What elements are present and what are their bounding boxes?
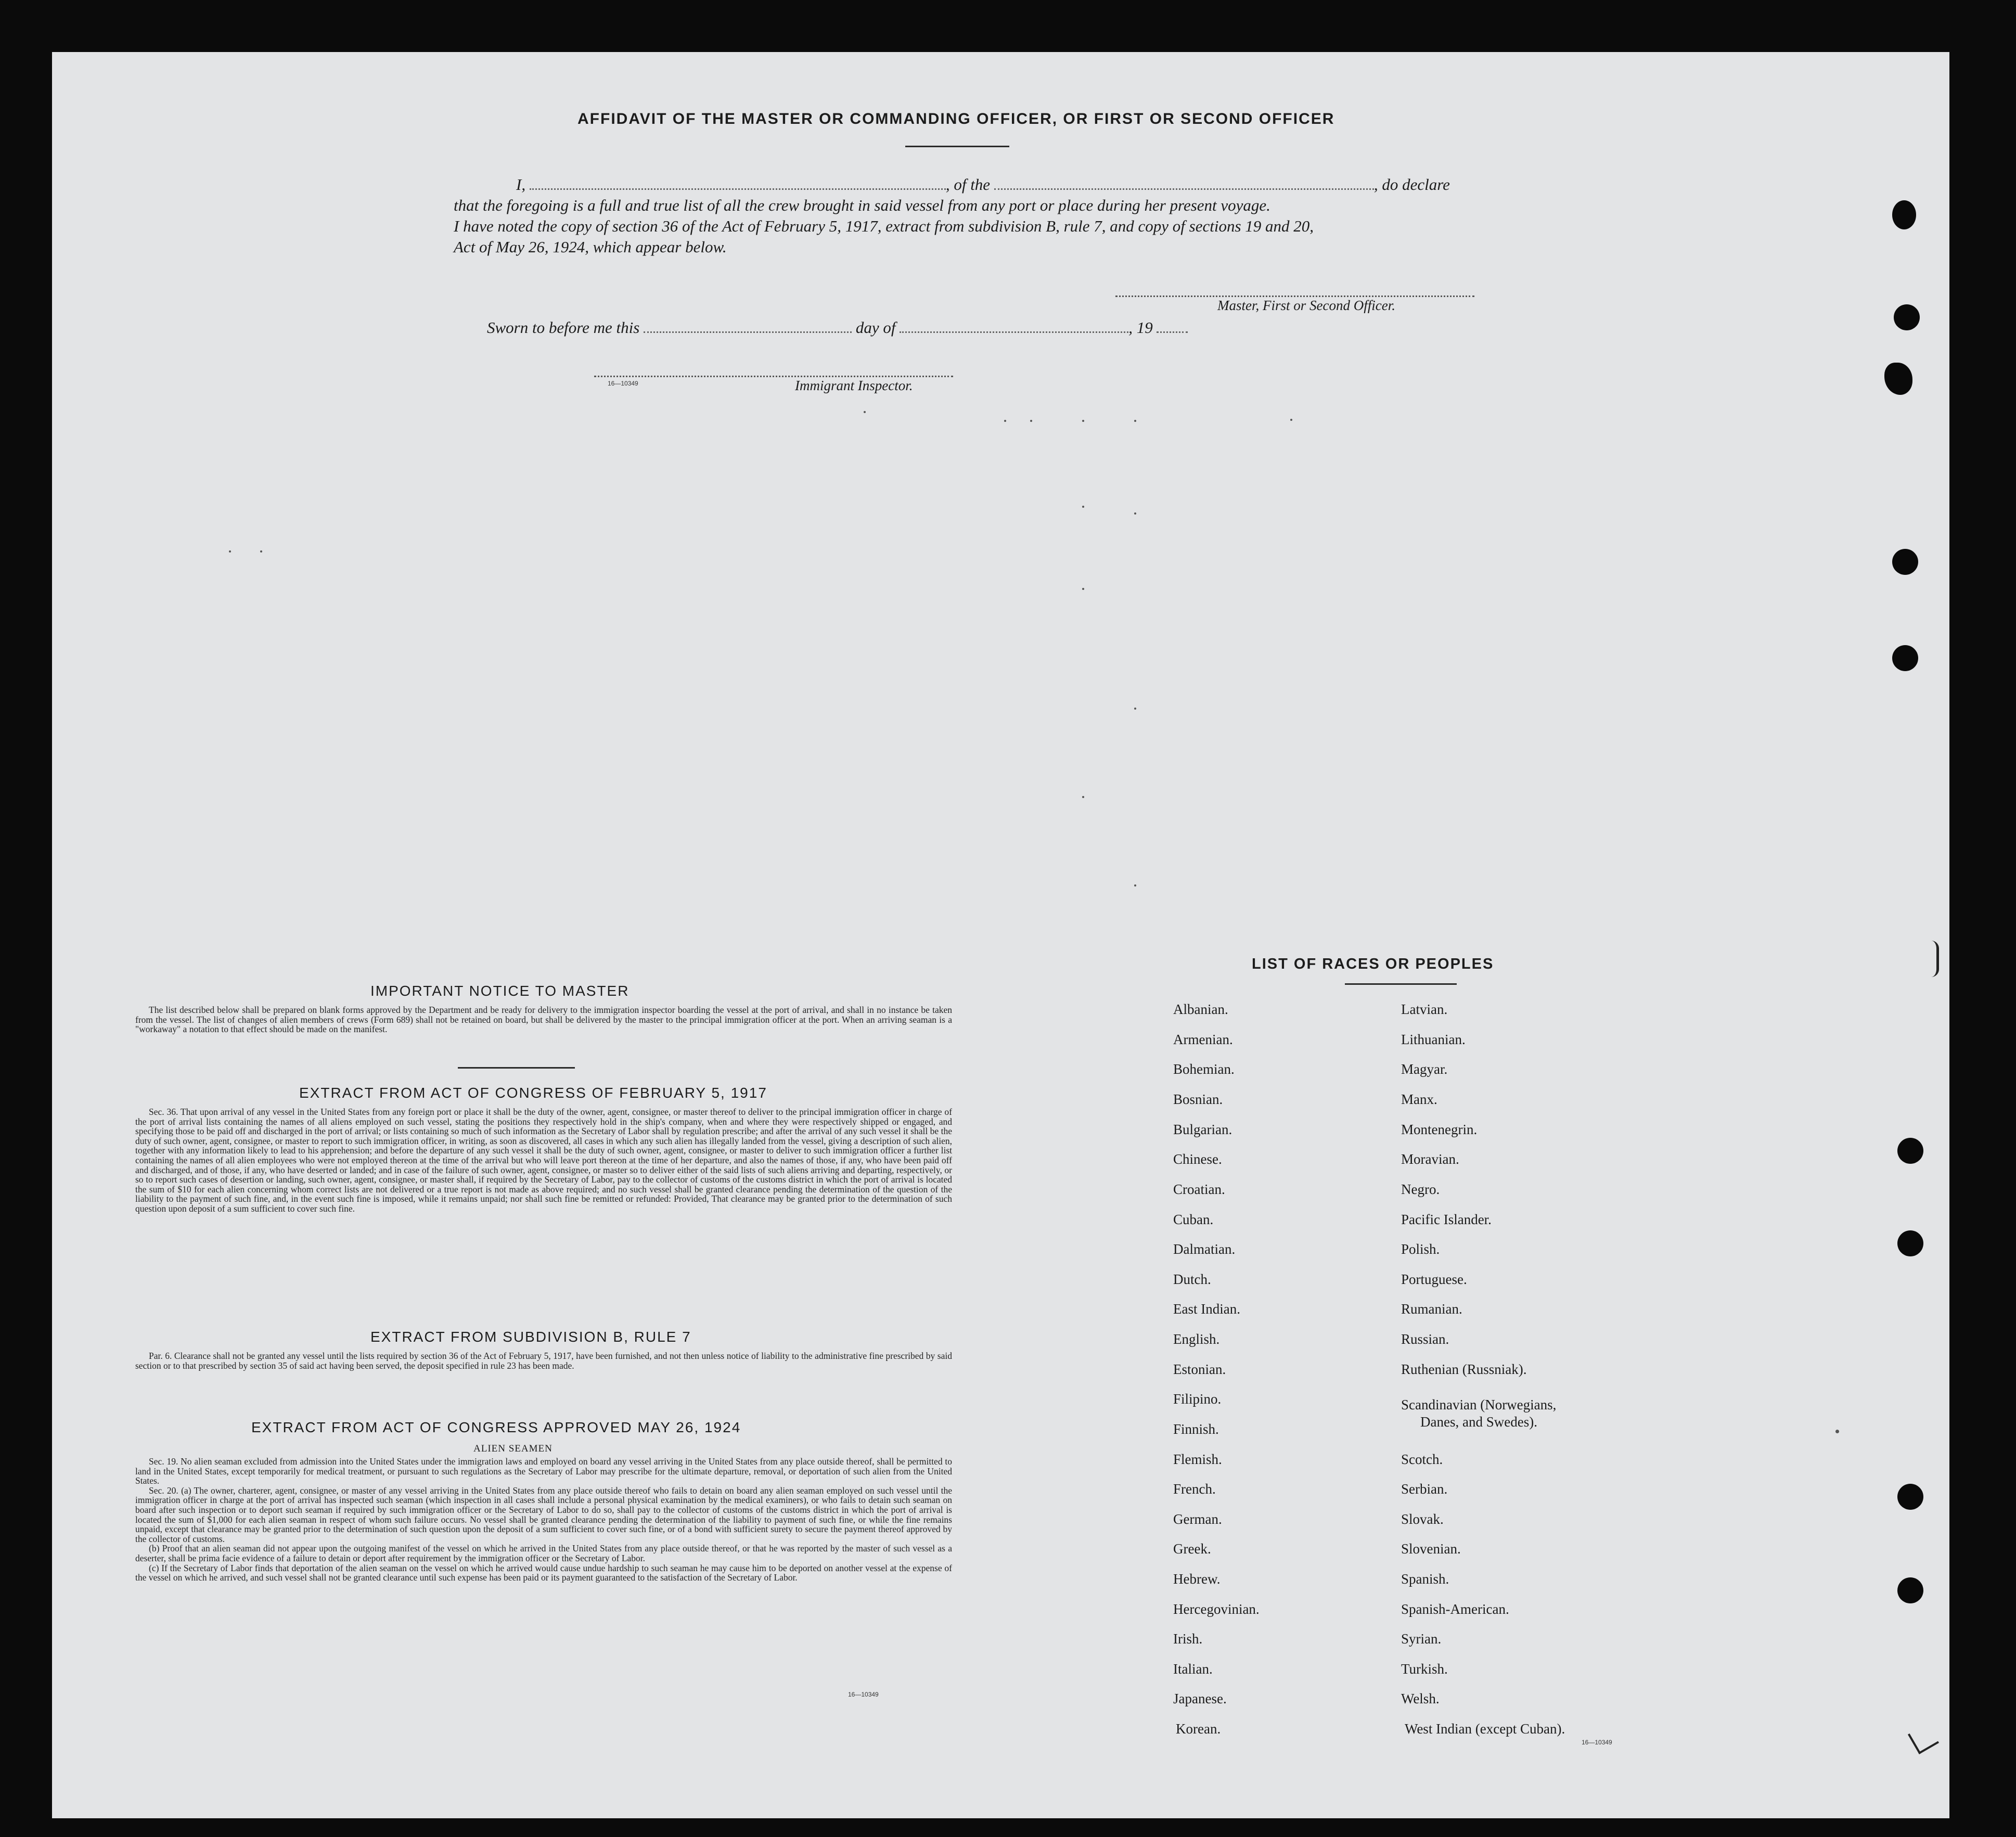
rule7-paragraph: Par. 6. Clearance shall not be granted any vessel until the lists required by section 36 of the Act of February 5, 1917, have been furnished, and not then unless notice of liability to the administrative fine prescribed by said section or to that prescribed by section 35 of said act having been served, the deposit specified in rule 23 has been made. [135,1351,952,1371]
sworn-line [487,318,1188,337]
affidavit-divider [905,146,1009,147]
race-item: Spanish. [1401,1571,1449,1587]
race-item: Greek. [1173,1541,1211,1557]
race-item: Estonian. [1173,1361,1226,1377]
scan-speck [1134,512,1136,515]
race-item: Spanish-American. [1401,1601,1509,1617]
scan-speck [1004,420,1006,422]
scan-speck [1134,884,1136,887]
race-item: Korean. [1176,1721,1221,1737]
race-item: French. [1173,1481,1216,1497]
punch-hole [1892,645,1918,671]
race-item: English. [1173,1331,1220,1347]
punch-hole [1897,1484,1923,1510]
race-item: Dutch. [1173,1271,1211,1287]
extract-1924-title: EXTRACT FROM ACT OF CONGRESS APPROVED MAY 26, 1924 [251,1419,741,1435]
punch-hole [1897,1577,1923,1603]
race-item: Welsh. [1401,1691,1440,1706]
race-item: East Indian. [1173,1301,1240,1317]
races-title: LIST OF RACES OR PEOPLES [1252,956,1494,972]
extract-1924-body [135,1457,952,1583]
race-item: Polish. [1401,1241,1440,1257]
race-item: Flemish. [1173,1451,1222,1467]
race-item: Turkish. [1401,1661,1448,1677]
race-item: Hercegovinian. [1173,1601,1260,1617]
extract-1917-body [135,1107,952,1214]
race-item: Filipino. [1173,1391,1222,1407]
race-item: Bulgarian. [1173,1122,1232,1137]
race-item: Croatian. [1173,1181,1225,1197]
affidavit-form-number: 16—10349 [608,380,638,387]
race-item: West Indian (except Cuban). [1405,1721,1565,1737]
notice-title: IMPORTANT NOTICE TO MASTER [370,983,630,999]
scan-speck [1290,419,1292,421]
scan-speck [1082,588,1084,590]
race-item: Cuban. [1173,1212,1214,1227]
scan-speck [864,411,866,413]
punch-hole [1892,200,1916,229]
affidavit-declaration-line [490,175,1450,194]
scan-speck [229,550,231,553]
name-blank[interactable] [530,179,946,190]
race-item: Lithuanian. [1401,1032,1466,1047]
document-page [52,52,1949,1818]
race-item: Serbian. [1401,1481,1448,1497]
scan-speck [1082,420,1084,422]
punch-hole [1892,549,1918,575]
notice-body [135,1005,952,1034]
races-form-number: 16—10349 [1582,1739,1612,1746]
scan-speck [1134,420,1136,422]
margin-mark [1931,941,1939,977]
race-item: Latvian. [1401,1001,1448,1017]
race-item: Slovenian. [1401,1541,1461,1557]
sworn-year-blank[interactable] [1157,322,1188,333]
race-item: Scotch. [1401,1451,1443,1467]
race-item: Dalmatian. [1173,1241,1236,1257]
punch-hole [1884,363,1912,395]
race-item: Bosnian. [1173,1091,1223,1107]
punch-hole [1897,1230,1923,1256]
section-19-paragraph: Sec. 19. No alien seaman excluded from admission into the United States under the immigration laws and employed on board any vessel arriving in the United States from any place outside thereof, shall be permitted to land in the United States, except temporarily for medical treatment, or pursuant to such regulations as the Secretary of Labor may prescribe for the ultimate departure, removal, or deportation of such alien from the United States. [135,1456,952,1486]
inspector-label: Immigrant Inspector. [795,378,913,393]
scan-speck [1030,420,1032,422]
race-item: German. [1173,1511,1222,1527]
punch-hole [1894,304,1920,330]
sworn-day-label: day of [855,318,896,337]
race-item: Armenian. [1173,1032,1233,1047]
scan-speck [1134,708,1136,710]
race-item: Manx. [1401,1091,1437,1107]
race-item: Montenegrin. [1401,1122,1478,1137]
race-item: Syrian. [1401,1631,1442,1647]
punch-hole [1897,1138,1923,1164]
sworn-day-blank[interactable] [644,322,852,333]
extract-1917-title: EXTRACT FROM ACT OF CONGRESS OF FEBRUARY 5, 1917 [299,1085,767,1101]
races-divider [1345,983,1457,985]
scan-speck [1082,796,1084,798]
race-item: Finnish. [1173,1421,1219,1437]
scan-speck [1082,506,1084,508]
affidavit-i: I, [516,175,526,194]
race-item: Bohemian. [1173,1061,1235,1077]
section-20a-paragraph: Sec. 20. (a) The owner, charterer, agent, consignee, or master of any vessel arriving in the United States from any place outside thereof who fails to detain on board any alien seaman employed on such vessel until the immigration officer in charge at the port of arrival has inspected such seaman (which inspection in all cases shall include a personal physical examination by the medical examiners), or who fails to detain such seaman on board after such inspection or to deport such seaman if required by such immigration officer or the Secretary of Labor to do so, shall pay to the collector of customs of the customs district in which the port of arrival is located the sum of $1,000 for each alien seaman in respect of whom such failure occurs. No vessel shall be granted clearance pending the determination of the liability to payment of such fine, or while the fine remains unpaid, except that clearance may be granted prior to the determination of such question upon the deposit of a sum sufficient to cover such fine, or of a bond with sufficient surety to secure the payment thereof approved by the collector of customs. [135,1485,952,1544]
scan-speck [1835,1430,1839,1433]
vessel-blank[interactable] [994,179,1374,190]
race-item: Negro. [1401,1181,1440,1197]
section-20b-paragraph: (b) Proof that an alien seaman did not appear upon the outgoing manifest of the vessel on which he arrived in the United States from any place outside thereof, or that he was reported by the master of such vessel as a deserter, shall be prima facie evidence of a failure to detain or deport after requirement by the immigration officer or the Secretary of Labor. [135,1543,952,1563]
affidavit-title: AFFIDAVIT OF THE MASTER OR COMMANDING OFFICER, OR FIRST OR SECOND OFFICER [577,110,1335,127]
scan-speck [260,550,262,553]
affidavit-of-the: , of the [945,175,991,194]
race-item: Danes, and Swedes). [1420,1414,1537,1430]
race-item: Chinese. [1173,1151,1222,1167]
race-item: Portuguese. [1401,1271,1467,1287]
extract-form-number: 16—10349 [848,1691,879,1698]
affidavit-line-4: Act of May 26, 1924, which appear below. [454,238,727,256]
margin-mark [1908,1723,1939,1754]
notice-paragraph: The list described below shall be prepared on blank forms approved by the Department and be ready for delivery to the immigration inspector boarding the vessel at the port of arrival, and shall in no instance be taken from the vessel. The list of changes of alien members of crews (Form 689) shall not be retained on board, but shall be delivered by the master to the principal immigration officer at the port. When an arriving seaman is a "workaway" a notation to that effect should be made on the manifest. [135,1005,952,1035]
affidavit-line-3: I have noted the copy of section 36 of the Act of February 5, 1917, extract from subdivision B, rule 7, and copy of sections 19 and 20, [454,217,1314,235]
race-item: Japanese. [1173,1691,1227,1706]
sworn-prefix: Sworn to before me this [487,318,640,337]
rule7-title: EXTRACT FROM SUBDIVISION B, RULE 7 [370,1329,691,1345]
race-item: Hebrew. [1173,1571,1221,1587]
race-item: Magyar. [1401,1061,1448,1077]
race-item: Italian. [1173,1661,1213,1677]
race-item: Moravian. [1401,1151,1459,1167]
race-item: Russian. [1401,1331,1449,1347]
signature-label: Master, First or Second Officer. [1217,298,1395,313]
affidavit-declare: , do declare [1373,175,1450,194]
race-item: Ruthenian (Russniak). [1401,1361,1527,1377]
sworn-year-label: , 19 [1128,318,1153,337]
notice-divider [458,1067,575,1069]
race-item: Pacific Islander. [1401,1212,1492,1227]
alien-seamen-subtitle: ALIEN SEAMEN [473,1443,553,1454]
section-36-paragraph: Sec. 36. That upon arrival of any vessel in the United States from any foreign port or place it shall be the duty of the owner, agent, consignee, or master thereof to deliver to the principal immigration officer in charge of the port of arrival lists containing the names of all aliens employed on such vessel, stating the positions they respectively hold in the ship's company, when and where they were respectively shipped or engaged, and specifying those to be paid off and discharged in the port of arrival; or lists containing so much of such information as the Secretary of Labor shall by regulation prescribe; and after the arrival of any such vessel it shall be the duty of such owner, agent, consignee, or master to report to such immigration officer, in writing, as soon as discovered, all cases in which any such alien has illegally landed from the vessel, giving a description of such alien, together with any information likely to lead to his apprehension; and before the departure of any such vessel it shall be the duty of such owner, agent, consignee, or master to deliver to such immigration officer a further list containing the names of all alien employees who were not employed thereon at the time of the arrival but who will leave port thereon at the time of her departure, and also the names of those, if any, who have been paid off and discharged, and of those, if any, who have deserted or landed; and in case of the failure of such owner, agent, consignee, or master so to deliver either of the said lists of such aliens arriving and departing, respectively, or so to report such cases of desertion or landing, such owner, agent, consignee, or master shall, if required by the Secretary of Labor, pay to the collector of customs of the customs district in which the port of arrival is located the sum of $10 for each alien concerning whom correct lists are not delivered or a true report is not made as above required; and no such vessel shall be granted clearance pending the determination of the question of the liability to the payment of such fine, and, in the event such fine is imposed, while it remains unpaid; nor shall such fine be remitted or refunded: Provided, That clearance may be granted prior to the determination of such question upon deposit of a sum sufficient to cover such fine. [135,1107,952,1214]
race-item: Slovak. [1401,1511,1444,1527]
race-item: Rumanian. [1401,1301,1462,1317]
affidavit-line-2: that the foregoing is a full and true list of all the crew brought in said vessel from any port or place during her present voyage. [454,196,1270,214]
sworn-month-blank[interactable] [900,322,1128,333]
race-item: Albanian. [1173,1001,1228,1017]
rule7-body [135,1351,952,1370]
race-item: Irish. [1173,1631,1203,1647]
section-20c-paragraph: (c) If the Secretary of Labor finds that deportation of the alien seaman on the vessel on which he arrived would cause undue hardship to such seaman he may cause him to be deported on another vessel at the expense of the vessel on which he arrived, and such vessel shall not be granted clearance until such expense has been paid or its payment guaranteed to the satisfaction of the Secretary of Labor. [135,1562,952,1583]
race-item: Scandinavian (Norwegians, [1401,1397,1557,1412]
